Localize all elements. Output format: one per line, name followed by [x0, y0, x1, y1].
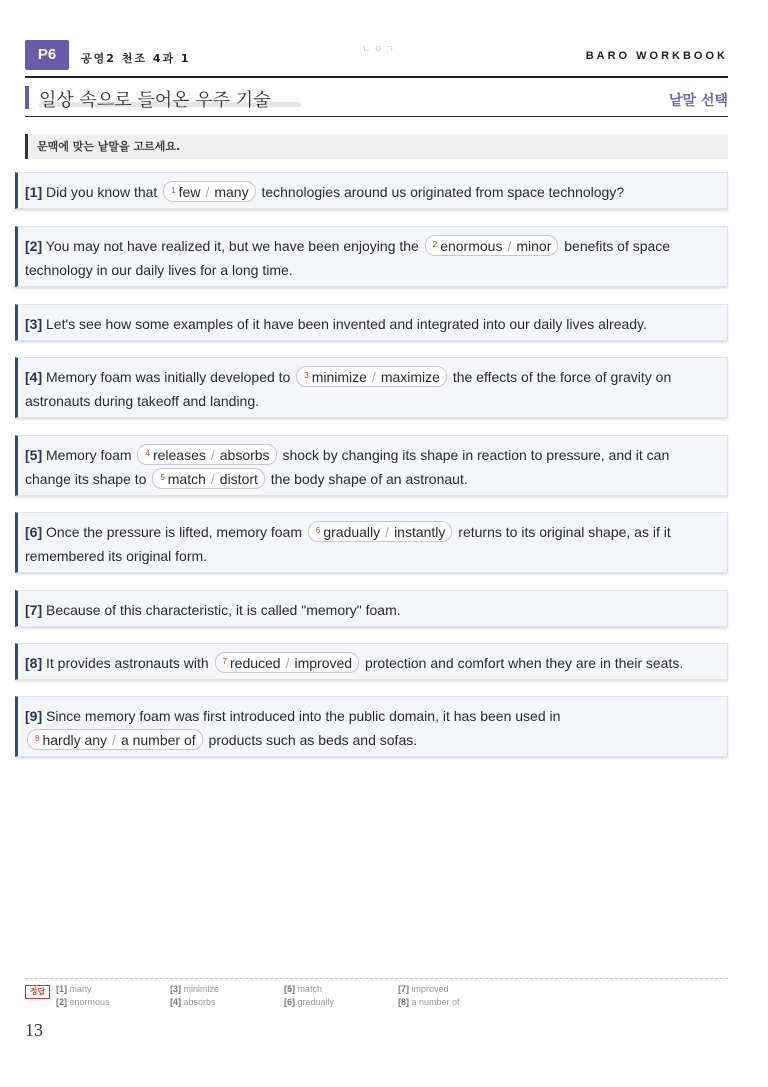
question-text: benefits of space technology in our daily lives for a long time. [25, 238, 671, 278]
question-text: Once the pressure is lifted, memory foam [42, 524, 306, 540]
question-number: [8] [25, 655, 43, 671]
choice-number: 1 [171, 186, 176, 195]
question-text: Because of this characteristic, it is called "memory" foam. [42, 602, 401, 618]
choice-option-a[interactable]: enormous [440, 238, 503, 254]
choice-option-a[interactable]: match [167, 471, 206, 487]
question-card-9 [15, 696, 728, 757]
question-text: Memory foam was initially developed to [42, 369, 295, 385]
question-text: Since memory foam was first introduced into the public domain, it has been used in [42, 708, 561, 724]
brand-label: BARO WORKBOOK [585, 50, 728, 62]
section-subtitle: 낱말 선택 [669, 93, 728, 109]
choice-group-3 [296, 366, 447, 387]
question-text: Did you know that [42, 184, 162, 200]
question-text: shock by changing its shape in reaction to pressure, and it can change its shape to [25, 447, 670, 487]
choice-group-4 [137, 444, 276, 465]
answer-item: [1] many [56, 984, 92, 994]
question-card-1 [15, 172, 728, 209]
choice-option-a[interactable]: reduced [230, 655, 281, 671]
question-text: Let's see how some examples of it have been invented and integrated into our daily lives already. [42, 316, 647, 332]
choice-option-b[interactable]: a number of [120, 732, 196, 748]
instruction-box: 문맥에 맞는 낱말을 고르세요. [25, 134, 728, 159]
question-card-5 [15, 435, 728, 496]
question-text: the effects of the force of gravity on astronauts during takeoff and landing. [25, 369, 672, 409]
question-number: [9] [25, 708, 43, 724]
title-row [25, 86, 728, 117]
choice-separator: / [507, 238, 512, 254]
choice-number: 8 [35, 734, 40, 743]
choice-option-a[interactable]: hardly any [42, 732, 108, 748]
choice-option-b[interactable]: instantly [394, 524, 446, 540]
choice-group-8 [27, 729, 203, 750]
question-text: Memory foam [42, 447, 136, 463]
answer-item: [7] improved [398, 984, 449, 994]
question-number: [5] [25, 447, 43, 463]
question-card-6 [15, 512, 728, 573]
choice-option-b[interactable]: minor [516, 238, 552, 254]
answer-item: [8] a number of [398, 997, 460, 1007]
choice-separator: / [210, 447, 215, 463]
question-number: [4] [25, 369, 43, 385]
question-text: technologies around us originated from space technology? [257, 184, 625, 200]
answer-item: [2] enormous [56, 997, 110, 1007]
question-card-3 [15, 304, 728, 341]
lesson-label: 공영2 천조 4과 1 [81, 52, 191, 65]
choice-separator: / [385, 524, 390, 540]
question-number: [1] [25, 184, 43, 200]
choice-option-a[interactable]: releases [152, 447, 206, 463]
answer-item: [4] absorbs [170, 997, 216, 1007]
choice-number: 5 [160, 473, 165, 482]
choice-number: 2 [432, 240, 438, 249]
answer-key [25, 978, 728, 1018]
choice-group-1 [163, 181, 255, 202]
question-card-7 [15, 590, 728, 627]
choice-group-2 [425, 235, 559, 256]
question-text: protection and comfort when they are in their seats. [361, 655, 684, 671]
choice-separator: / [205, 184, 210, 200]
choice-number: 4 [145, 449, 150, 458]
answer-item: [3] minimize [170, 984, 220, 994]
choice-group-5 [152, 468, 265, 489]
question-text: returns to its original shape, as if it remembered its original form. [25, 524, 671, 564]
answer-item: [5] match [284, 984, 323, 994]
question-text: products such as beds and sofas. [204, 732, 418, 748]
choice-option-b[interactable]: absorbs [219, 447, 270, 463]
answer-label: 정답 [25, 985, 50, 999]
question-card-8 [15, 643, 728, 680]
question-card-2 [15, 226, 728, 287]
choice-option-a[interactable]: few [178, 184, 201, 200]
choice-separator: / [112, 732, 116, 748]
choice-number: 7 [222, 657, 227, 666]
choice-group-7 [215, 652, 360, 673]
question-text: the body shape of an astronaut. [266, 471, 468, 487]
question-number: [7] [25, 602, 43, 618]
question-text: You may not have realized it, but we have been enjoying the [42, 238, 423, 254]
choice-option-b[interactable]: maximize [380, 369, 440, 385]
choice-number: 3 [304, 371, 309, 380]
choice-option-a[interactable]: minimize [311, 369, 367, 385]
choice-option-b[interactable]: many [214, 184, 249, 200]
question-number: [2] [25, 238, 43, 254]
choice-option-a[interactable]: gradually [323, 524, 381, 540]
page-number: 13 [25, 1020, 43, 1040]
title-accent-bar [25, 86, 29, 109]
choice-separator: / [285, 655, 290, 671]
question-number: [6] [25, 524, 43, 540]
question-card-4 [15, 357, 728, 418]
top-mark: ㄴㅇㄱ [362, 45, 398, 55]
page-title: 일상 속으로 들어온 우주 기술 [39, 90, 271, 111]
choice-separator: / [210, 471, 215, 487]
answer-item: [6] gradually [284, 997, 335, 1007]
question-text: It provides astronauts with [42, 655, 213, 671]
choice-separator: / [371, 369, 376, 385]
choice-group-6 [308, 521, 453, 542]
question-number: [3] [25, 316, 43, 332]
choice-number: 6 [315, 526, 321, 535]
choice-option-b[interactable]: improved [294, 655, 353, 671]
choice-option-b[interactable]: distort [219, 471, 258, 487]
page-badge: P6 [25, 40, 69, 70]
